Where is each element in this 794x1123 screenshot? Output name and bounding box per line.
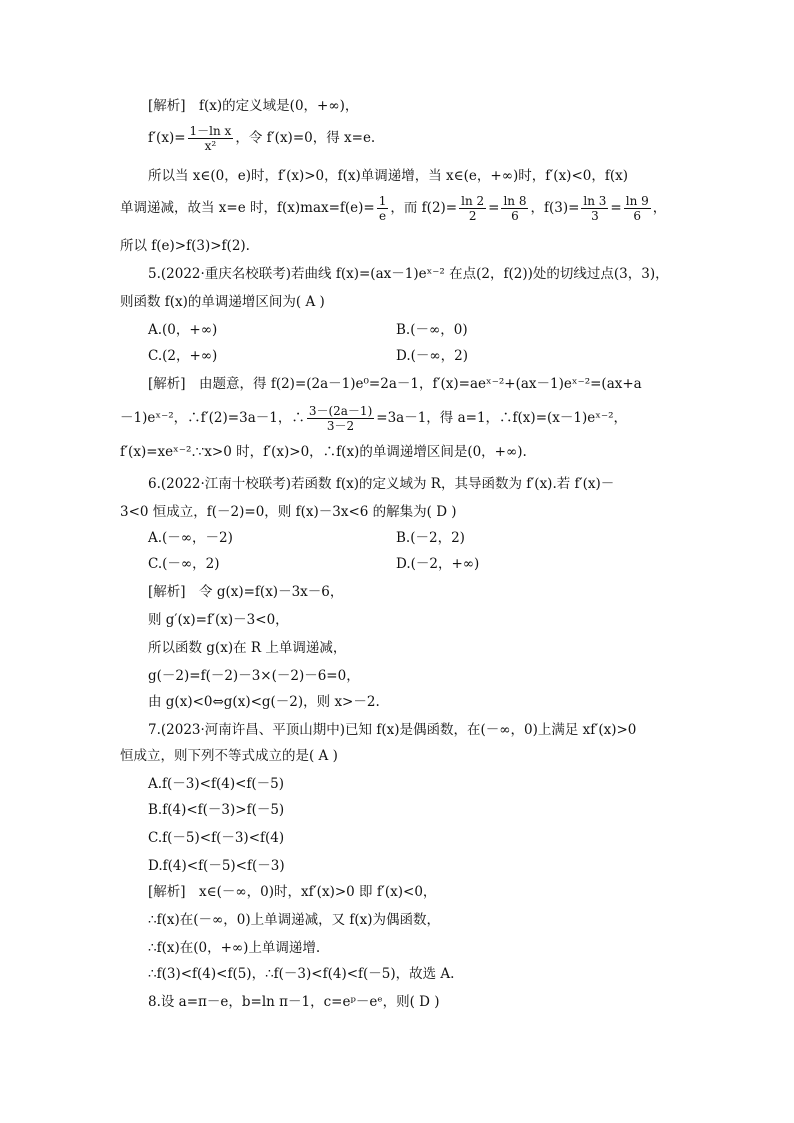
question-7-line-2 bbox=[120, 746, 680, 766]
text: 单调递减，故当 x=e 时，f(x)max=f(e)= bbox=[120, 200, 375, 216]
option-7c bbox=[148, 828, 284, 848]
solution-7-line-2 bbox=[148, 910, 708, 930]
text: ，而 f(2)= bbox=[390, 200, 458, 216]
denominator: x² bbox=[204, 139, 217, 153]
fraction bbox=[581, 194, 608, 223]
solution-4-line-3 bbox=[148, 166, 708, 186]
solution-5-line-3 bbox=[120, 442, 680, 462]
solution-4-line-1 bbox=[148, 96, 708, 116]
solution-6-line-5 bbox=[148, 692, 708, 712]
text: ∴f(3)<f(4)<f(5)，∴f(－3)<f(4)<f(－5)，故选 A. bbox=[148, 966, 455, 982]
text: 所以函数 g(x)在 R 上单调递减， bbox=[148, 640, 347, 656]
text: A.f(－3)<f(4)<f(－5) bbox=[148, 776, 285, 792]
text: 8.设 a=π－e，b=ln π－1，c=eᵖ－eᵉ，则( D ) bbox=[148, 994, 440, 1010]
fraction bbox=[377, 194, 389, 223]
fraction bbox=[624, 194, 651, 223]
text: 由 g(x)<0⇔g(x)<g(－2)，则 x>－2. bbox=[148, 694, 380, 710]
question-6-line-2 bbox=[120, 502, 680, 522]
solution-6-line-1 bbox=[148, 582, 708, 602]
text: ∴f(x)在(－∞，0)上单调递减，又 f(x)为偶函数， bbox=[148, 912, 441, 928]
text: 6.(2022·江南十校联考)若函数 f(x)的定义域为 R，其导函数为 f′(x).若 f′(x)－ bbox=[148, 476, 615, 492]
solution-6-line-3 bbox=[148, 638, 708, 658]
text: = bbox=[610, 200, 622, 216]
text: [解析] 令 g(x)=f(x)－3x－6， bbox=[148, 584, 344, 600]
text: = bbox=[488, 200, 500, 216]
text: f′(x)= bbox=[148, 130, 186, 146]
text: 则 g′(x)=f′(x)－3<0， bbox=[148, 612, 289, 628]
numerator: ln 3 bbox=[583, 194, 607, 208]
text: B.f(4)<f(－3)>f(－5) bbox=[148, 802, 285, 818]
text: A.(－∞，－2) bbox=[148, 530, 233, 546]
question-5-line-2 bbox=[120, 292, 680, 312]
text: －1)eˣ⁻²，∴f′(2)=3a－1，∴ bbox=[120, 410, 305, 426]
text: D.f(4)<f(－5)<f(－3) bbox=[148, 858, 285, 874]
text: 所以 f(e)>f(3)>f(2). bbox=[120, 238, 250, 254]
numerator: ln 8 bbox=[503, 194, 527, 208]
solution-5-line-1 bbox=[148, 374, 708, 394]
text: ， bbox=[652, 200, 667, 216]
text: 7.(2023·河南许昌、平顶山期中)已知 f(x)是偶函数，在(－∞，0)上满足 xf′(x)>0 bbox=[148, 722, 637, 738]
denominator: e bbox=[379, 209, 387, 223]
option-6c bbox=[148, 554, 220, 574]
solution-4-line-5 bbox=[120, 236, 680, 256]
solution-7-line-4 bbox=[148, 964, 708, 984]
fraction bbox=[459, 194, 486, 223]
text: B.(－2，2) bbox=[396, 530, 465, 546]
solution-7-line-3 bbox=[148, 938, 708, 958]
text: ，f(3)= bbox=[530, 200, 580, 216]
text: [解析] f(x)的定义域是(0，+∞)， bbox=[148, 98, 359, 114]
text: =3a－1，得 a=1，∴f(x)=(x－1)eˣ⁻²， bbox=[376, 410, 627, 426]
option-5a bbox=[148, 320, 217, 340]
question-5-line-1 bbox=[148, 264, 708, 284]
solution-6-line-2 bbox=[148, 610, 708, 630]
option-6a bbox=[148, 528, 233, 548]
numerator: 1－ln x bbox=[189, 124, 232, 138]
option-6b bbox=[396, 528, 465, 548]
text: ，令 f′(x)=0，得 x=e. bbox=[235, 130, 376, 146]
denominator: 2 bbox=[468, 209, 477, 223]
question-6-line-1 bbox=[148, 474, 708, 494]
solution-4-line-4 bbox=[120, 194, 680, 223]
solution-6-line-4 bbox=[148, 666, 708, 686]
option-5c bbox=[148, 346, 217, 366]
fraction bbox=[501, 194, 528, 223]
option-7a bbox=[148, 774, 284, 794]
fraction bbox=[188, 124, 234, 153]
option-6d bbox=[396, 554, 479, 574]
text: C.(－∞，2) bbox=[148, 556, 220, 572]
text: 3<0 恒成立，f(－2)=0，则 f(x)－3x<6 的解集为( D ) bbox=[120, 504, 457, 520]
text: 5.(2022·重庆名校联考)若曲线 f(x)=(ax－1)eˣ⁻² 在点(2，f(2))处的切线过点(3，3)， bbox=[148, 266, 669, 282]
numerator: ln 9 bbox=[625, 194, 649, 208]
option-7b bbox=[148, 800, 284, 820]
text: C.f(－5)<f(－3)<f(4) bbox=[148, 830, 285, 846]
option-7d bbox=[148, 856, 285, 876]
text: D.(－∞，2) bbox=[396, 348, 469, 364]
text: [解析] x∈(－∞，0)时，xf′(x)>0 即 f′(x)<0， bbox=[148, 884, 437, 900]
text: 恒成立，则下列不等式成立的是( A ) bbox=[120, 748, 338, 764]
numerator: 1 bbox=[378, 194, 387, 208]
solution-7-line-1 bbox=[148, 882, 708, 902]
text: g(－2)=f(－2)－3×(－2)－6=0， bbox=[148, 668, 360, 684]
numerator: 3－(2a－1) bbox=[308, 404, 373, 418]
denominator: 6 bbox=[633, 209, 642, 223]
fraction bbox=[307, 404, 374, 433]
denominator: 3 bbox=[591, 209, 599, 223]
option-5d bbox=[396, 346, 468, 366]
text: 所以当 x∈(0，e)时，f′(x)>0，f(x)单调递增，当 x∈(e，+∞)时，f′(x)<0，f(x) bbox=[148, 168, 628, 184]
question-8-line-1 bbox=[148, 992, 708, 1012]
numerator: ln 2 bbox=[461, 194, 485, 208]
text: B.(－∞，0) bbox=[396, 322, 468, 338]
denominator: 3－2 bbox=[326, 419, 355, 433]
text: ∴f(x)在(0，+∞)上单调递增. bbox=[148, 940, 321, 956]
question-7-line-1 bbox=[148, 720, 708, 740]
text: 则函数 f(x)的单调递增区间为( A ) bbox=[120, 294, 325, 310]
text: C.(2，+∞) bbox=[148, 348, 218, 364]
denominator: 6 bbox=[511, 209, 519, 223]
text: D.(－2，+∞) bbox=[396, 556, 480, 572]
text: f′(x)=xeˣ⁻².∵x>0 时，f′(x)>0，∴f(x)的单调递增区间是(0，+∞). bbox=[120, 444, 527, 460]
option-5b bbox=[396, 320, 468, 340]
text: A.(0，+∞) bbox=[148, 322, 218, 338]
text: [解析] 由题意，得 f(2)=(2a－1)e⁰=2a－1，f′(x)=aeˣ⁻²+(ax－1)eˣ⁻²=(ax+a bbox=[148, 376, 642, 392]
solution-4-line-2 bbox=[148, 124, 708, 153]
solution-5-line-2 bbox=[120, 404, 680, 433]
